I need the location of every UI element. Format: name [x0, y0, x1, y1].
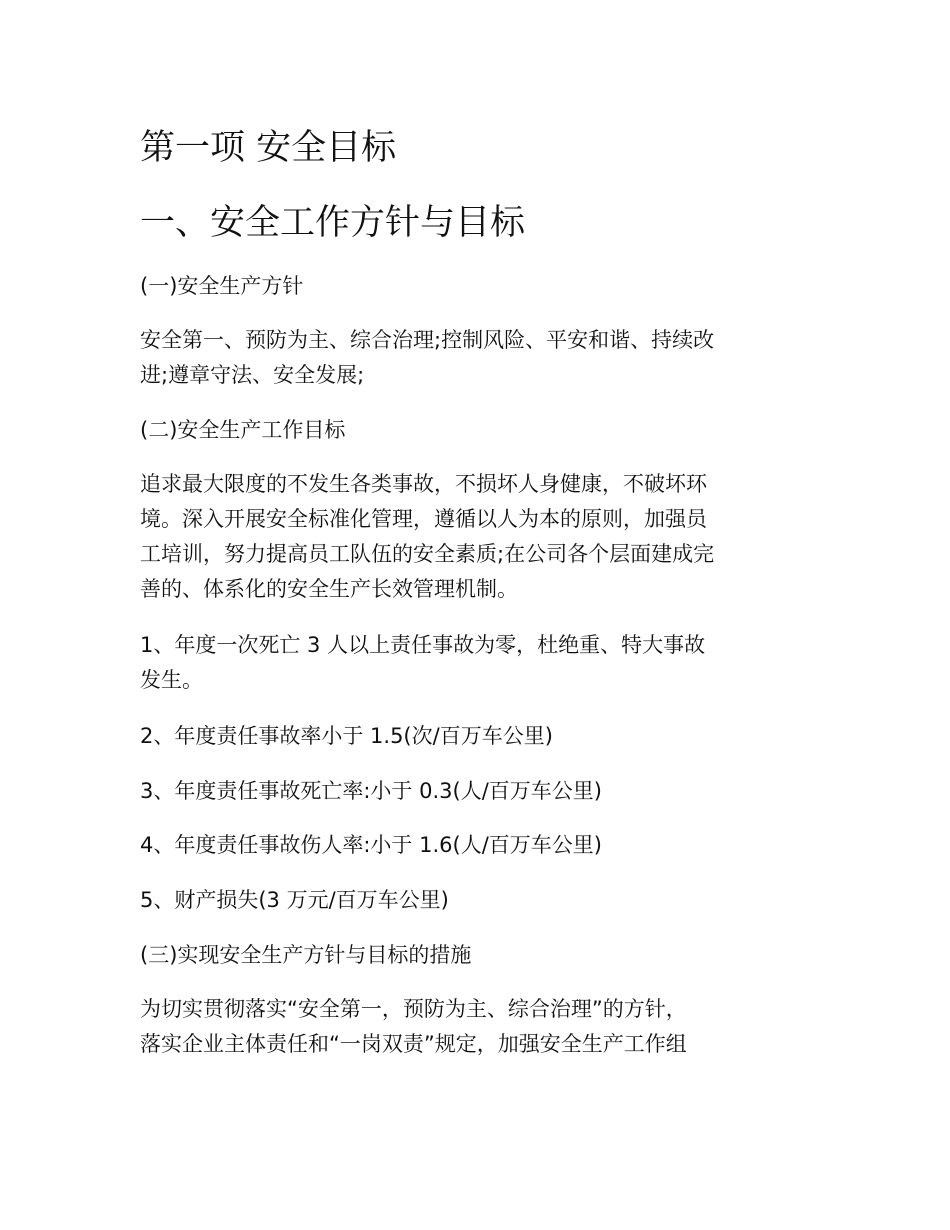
text-line: 为切实贯彻落实“安全第一，预防为主、综合治理”的方针，: [140, 997, 687, 1021]
goal-item-1: [140, 628, 820, 698]
text-line: 发生。: [140, 668, 203, 692]
text-line: 进;遵章守法、安全发展;: [140, 363, 365, 387]
goal-item-4: [140, 828, 820, 863]
text-line: 4、年度责任事故伤人率:小于 1.6(人/百万车公里): [140, 833, 602, 857]
text-line: (三)实现安全生产方针与目标的措施: [140, 943, 472, 967]
text-line: 落实企业主体责任和“一岗双责”规定，加强安全生产工作组: [140, 1032, 687, 1056]
text-line: 1、年度一次死亡 3 人以上责任事故为零，杜绝重、特大事故: [140, 633, 706, 657]
paragraph-goal-intro: [140, 467, 820, 607]
text-line: 安全第一、预防为主、综合治理;控制风险、平安和谐、持续改: [140, 328, 715, 352]
text-line: 善的、体系化的安全生产长效管理机制。: [140, 577, 518, 601]
paragraph-policy: [140, 323, 820, 393]
text-line: (二)安全生产工作目标: [140, 418, 346, 442]
text-line: (一)安全生产方针: [140, 274, 304, 298]
section-heading: 一、安全工作方针与目标: [140, 203, 526, 243]
subheading-safety-policy: [140, 269, 820, 304]
text-line: 追求最大限度的不发生各类事故，不损坏人身健康，不破坏环: [140, 472, 707, 496]
goal-item-2: [140, 719, 820, 754]
document-title: 第一项 安全目标: [140, 128, 397, 168]
goal-item-5: [140, 883, 820, 918]
subheading-work-goals: [140, 413, 820, 448]
paragraph-measures: [140, 992, 820, 1062]
text-line: 境。深入开展安全标准化管理，遵循以人为本的原则，加强员: [140, 507, 707, 531]
text-line: 2、年度责任事故率小于 1.5(次/百万车公里): [140, 724, 553, 748]
goal-item-3: [140, 774, 820, 809]
text-line: 5、财产损失(3 万元/百万车公里): [140, 888, 449, 912]
text-line: 3、年度责任事故死亡率:小于 0.3(人/百万车公里): [140, 779, 602, 803]
text-line: 工培训，努力提高员工队伍的安全素质;在公司各个层面建成完: [140, 542, 715, 566]
subheading-measures: [140, 938, 820, 973]
